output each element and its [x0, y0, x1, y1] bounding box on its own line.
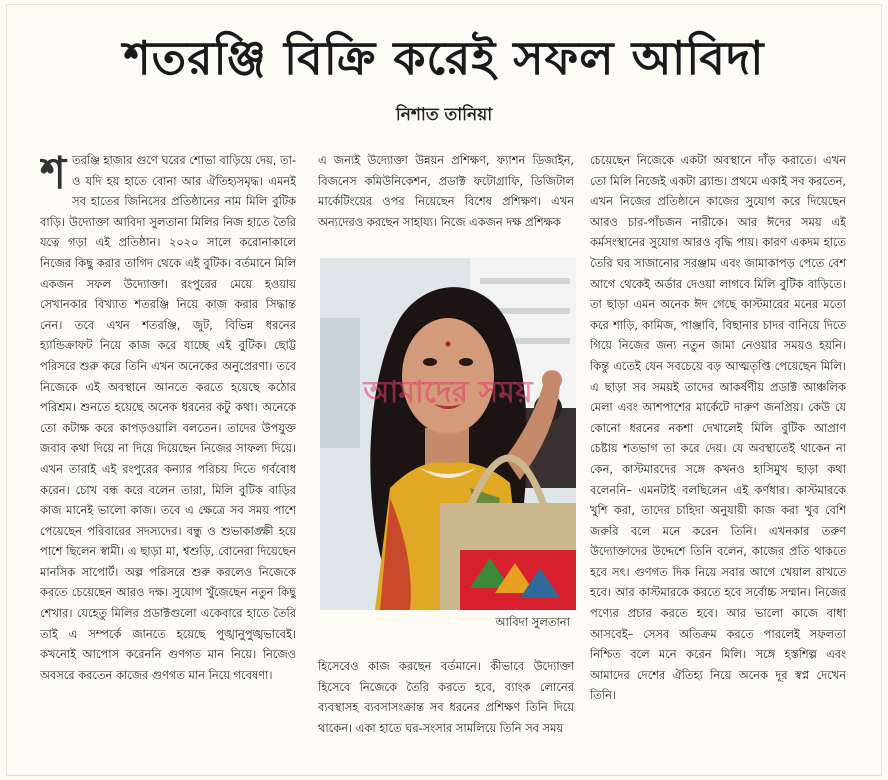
- article-column-2-top: [318, 150, 574, 238]
- article-column-2-bottom: [318, 656, 574, 766]
- column-1-text: তরঞ্জি হাজার গুণে ঘরের শোভা বাড়িয়ে দেয়, তা-ও যদি হয় হাতে বোনা আর ঐতিহ্যসমৃদ্ধ। এমনই সব হাতের জিনিসের প্রতিষ্ঠানের নাম মিলি বুটিক বাড়ি। উদ্যোক্তা আবিদা সুলতানা মিলির নিজ হাতে তৈরি যত্নে গড়া এই প্রতিষ্ঠান। ২০২০ সালে করোনাকালে নিজের কিছু করার তাগিদ থেকে এই বুটিক। বর্তমানে মিলি একজন সফল উদ্যোক্তা। রংপুরের মেয়ে হওয়ায় সেখানকার বিখ্যাত শতরঞ্জি নিয়ে কাজ করার সিদ্ধান্ত নেন। তবে এখন শতরঞ্জি, জুট, বিভিন্ন ধরনের হ্যান্ডিক্রাফট নিয়ে কাজ করে যাচ্ছে এই বুটিক। ছোট্ট পরিসরে শুরু করে তিনি এখন অনেকের অনুপ্রেরণা। তবে নিজেকে এই অবস্থানে আনতে করতে হয়েছে কঠোর পরিশ্রম। শুনতে হয়েছে অনেক ধরনের কটু কথা। অনেকে তো কটাক্ষ করে কাপড়ওয়ালি বলতেন। তাদের উপযুক্ত জবাব কথা দিয়ে না দিয়ে দিয়েছেন নিজের সাফল্য দিয়ে। এখন তারাই এই রংপুরের কন্যার পরিচয় দিতে গর্ববোধ করেন। চোখ বন্ধ করে বলেন তারা, মিলি বুটিক বাড়ির কাজ মানেই ভালো কাজ। তবে এ ক্ষেত্রে সব সময় পাশে পেয়েছেন পরিবারের সদস্যদের। বন্ধু ও শুভাকাঙ্ক্ষী হয়ে পাশে ছিলেন স্বামী। এ ছাড়া মা, শ্বশুড়ি, বোনেরা দিয়েছেন মানসিক সাপোর্ট। অল্প পরিসরে শুরু করলেও নিজেকে করতে চেয়েছেন আরও দক্ষ। সুযোগ খুঁজেছেন নতুন কিছু শেখার। যেহেতু মিলির প্রডাক্টগুলো একেবারে হাতে তৈরি তাই এ সম্পর্কে জানতে হয়েছে পুঙ্খানুপুঙ্খভাবেই। কখনোই আপোস করেননি গুণগত মান নিয়ে। নিজেও অবসরে করতেন কাজের গুণগত মান নিয়ে গবেষণা।: [40, 153, 296, 682]
- article-photo: [320, 258, 576, 610]
- photo-caption: আবিদা সুলতানা: [495, 615, 570, 629]
- newspaper-watermark: আমাদের সময়: [363, 375, 533, 410]
- article-byline: নিশাত তানিয়া: [395, 105, 493, 125]
- article-column-3: [590, 150, 846, 760]
- drop-cap: শ: [40, 150, 67, 199]
- column-2-bottom-text: হিসেবেও কাজ করছেন বর্তমানে। কীভাবে উদ্যোক্তা হিসেবে নিজেকে তৈরি করতে হবে, ব্যাংক লোনের ব্যবস্থাসহ ব্যবসাসংক্রান্ত সব ধরনের প্রশিক্ষণ তিনি দিয়ে থাকেন। একা হাতে ঘর-সংসার সামলিয়ে তিনি সব সময়: [318, 659, 574, 735]
- article-column-1: [40, 150, 296, 760]
- column-2-top-text: এ জন্যই উদ্যোক্তা উন্নয়ন প্রশিক্ষণ, ফ্যাশন ডিজাইন, বিজনেস কমিউনিকেশন, প্রডাক্ট ফটোগ্রাফি, ডিজিটাল মার্কেটিংয়ের ওপর নিয়েছেন বিশেষ প্রশিক্ষণ। এখন অন্যদেরও করছেন সাহায্য। নিজে একজন দক্ষ প্রশিক্ষক: [318, 153, 574, 229]
- article-headline: শতরঞ্জি বিক্রি করেই সফল আবিদা: [123, 31, 765, 85]
- column-3-text: চেয়েছেন নিজেকে একটা অবস্থানে দাঁড় করাতে। এখন তো মিলি নিজেই একটা ব্র্যান্ড। প্রথমে একাই সব করতেন, এখন নিজের প্রতিষ্ঠানে কাজের সুযোগ করে দিয়েছেন আরও চার-পাঁচজন নারীকে। আর ঈদের সময় এই কর্মসংস্থানের সুযোগ আরও বৃদ্ধি পায়। কারণ একদম হাতে তৈরি ঘর সাজানোর সরঞ্জাম এবং জামাকাপড় পেতে বেশ আগে থেকেই অর্ডার দেওয়া লাগবে মিলি বুটিক বাড়িতে। তা ছাড়া এমন অনেক ঈদ গেছে কাস্টমারের মনের মতো করে শাড়ি, কামিজ, পাঞ্জাবি, বিছানার চাদর বানিয়ে দিতে গিয়ে নিজের জন্য নতুন জামা নেওয়ার সময়ও হয়নি। কিন্তু এতেই যেন সবচেয়ে বড় আত্মতৃপ্তি পেয়েছেন মিলি। এ ছাড়া সব সময়ই তাদের আকর্ষণীয় প্রডাক্ট আঞ্চলিক মেলা এবং আশপাশের মার্কেটে দারুণ জনপ্রিয়। কেউ যে কোনো ধরনের নকশা দেখালেই মিলি বুটিক আপ্রাণ চেষ্টায় শতভাগ তা করে দেয়। যে অবস্থাতেই থাকেন না কেন, কাস্টমারদের সঙ্গে কখনও হাসিমুখ ছাড়া কথা বলেননি– এমনটাই বলছিলেন এই কর্ণধার। কাস্টমারকে খুশি করা, তাদের চাহিদা অনুযায়ী কাজ করা খুব বেশি জরুরি বলে মনে করেন তিনি। এখনকার তরুণ উদ্যোক্তাদের উদ্দেশে তিনি বলেন, কাজের প্রতি থাকতে হবে সৎ। গুণগত দিক নিয়ে সবার আগে খেয়াল রাখতে হবে। আর কাস্টমারকে করতে হবে সর্বোচ্চ সম্মান। নিজের পণ্যের প্রচার করতে হবে। আর ভালো কাজে বাধা আসবেই– সেসব অতিক্রম করতে পারলেই সফলতা নিশ্চিত বলে মনে করেন মিলি। সঙ্গে হস্তশিল্প এবং আমাদের দেশের ঐতিহ্য নিয়ে অনেক দূর স্বপ্ন দেখেন তিনি।: [590, 153, 846, 703]
